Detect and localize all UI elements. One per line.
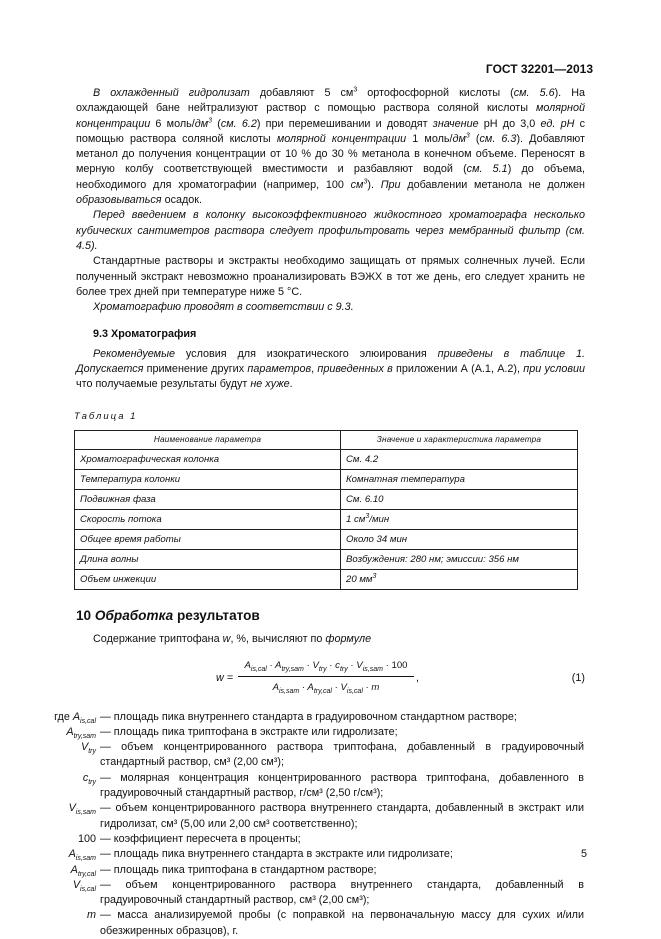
- text-run: образовываться: [76, 194, 162, 207]
- subscript: is,sam: [75, 855, 96, 863]
- text-run: применение других: [143, 363, 248, 376]
- paragraph-chromatography-ref: Хроматографию проводят в соответствии с 9.3.: [93, 301, 354, 314]
- formula-operator: ·: [269, 659, 273, 671]
- definition-symbol: [34, 740, 100, 771]
- text-run: w: [222, 633, 231, 646]
- definition-symbol: [34, 771, 100, 802]
- text-run: осадок.: [161, 194, 203, 207]
- formula-symbol: V: [312, 659, 319, 671]
- formula-subscript: try,sam: [281, 665, 304, 673]
- paragraph-filtration: Перед введением в колонку высокоэффективного жидкостного хроматографа несколько кубических сантиметров раствора следует профильтровать через мембранный фильтр (см. 4.5).: [76, 209, 585, 252]
- text-run: 1 моль/: [406, 132, 453, 145]
- table-cell: Подвижная фаза: [75, 489, 341, 509]
- table-cell: Скорость потока: [75, 509, 341, 529]
- formula-operator: ·: [385, 659, 389, 671]
- formula-subscript: is,cal: [346, 687, 363, 695]
- text-run: условия для изократического элюирования: [175, 347, 438, 360]
- text-run: В охлажденный гидролизат: [93, 87, 250, 99]
- definition-item: [34, 771, 584, 802]
- definition-item: [34, 725, 584, 740]
- text-run: ). Добавляют метанол до получения концентрации от 10 % до 30 % метанола в конечном объеме. Переносят в мерную колбу соответствующей вместимости и разбавляют водой (: [76, 132, 585, 176]
- text-run: 1 см: [346, 513, 366, 525]
- formula-lhs: w =: [216, 671, 234, 684]
- definition-item: [34, 710, 584, 725]
- table-cell: [341, 569, 578, 589]
- table-header-cell: Значение и характеристика параметра: [341, 430, 578, 449]
- text-run: молярной концентрации: [76, 102, 585, 130]
- formula-symbol: c: [335, 659, 340, 671]
- symbol: A: [66, 725, 74, 738]
- symbol: V: [72, 878, 81, 891]
- text-run: см. 5.6: [513, 87, 555, 99]
- text-run: при условии: [523, 363, 585, 376]
- symbol: m: [87, 909, 96, 922]
- subscript: try: [88, 778, 96, 786]
- text-run: не хуже: [250, 378, 290, 391]
- definition-item: [34, 740, 584, 771]
- text-run: ) при перемешивании и доводят: [256, 117, 433, 130]
- section-heading-10: [76, 608, 585, 623]
- formula-subscript: try: [339, 665, 348, 673]
- definition-text: — молярная концентрация концентрированного раствора триптофана, добавленного в градуировочный стандартный раствор, г/см³ (2,50 г/см³);: [100, 771, 584, 800]
- definition-text: — объем концентрированного раствора внутреннего стандарта, добавленный в экстракт или гидролизат, см³ (5,00 или 2,00 см³ соответственно);: [100, 802, 584, 830]
- text-run: параметров: [247, 363, 312, 376]
- text-run: приведены в таблице 1. Допускается: [76, 347, 586, 376]
- formula-subscript: try,cal: [313, 687, 332, 695]
- definition-item: [34, 863, 584, 878]
- text-run: (: [212, 117, 221, 130]
- text-run: Обработка: [94, 607, 174, 623]
- table-row: [75, 529, 578, 549]
- definition-symbol: [34, 863, 100, 878]
- text-run: ).: [367, 178, 381, 191]
- text-run: 6 моль/: [150, 117, 195, 130]
- text-run: что получаемые результаты будут: [76, 378, 251, 391]
- superscript: 3: [363, 178, 368, 186]
- formula-operator: ·: [365, 681, 369, 693]
- subscript: try,cal: [77, 870, 96, 878]
- formula-operator: ·: [334, 681, 338, 693]
- table-row: [75, 449, 578, 469]
- text-run: приведенных в: [317, 363, 393, 376]
- text-run: ). На охлаждающей бане нейтрализуют раствор с помощью раствора соляной кислоты: [76, 87, 585, 115]
- formula-subscript: is,sam: [362, 665, 383, 673]
- section-number: 10: [76, 607, 95, 623]
- subscript: try,sam: [73, 732, 96, 740]
- table-row: [75, 489, 578, 509]
- text-run: результатов: [173, 607, 260, 623]
- text-run: (: [469, 132, 480, 145]
- symbol: V: [68, 802, 76, 815]
- text-run: ед. рН: [540, 117, 575, 130]
- text-run: формуле: [325, 633, 372, 646]
- text-run: При: [380, 178, 401, 191]
- paragraph-conditions: [76, 347, 585, 393]
- text-run: добавляют 5 см: [249, 87, 354, 99]
- formula-subscript: is,sam: [278, 687, 300, 695]
- superscript: 3: [372, 572, 377, 580]
- formula-comma: ,: [416, 671, 419, 684]
- table-cell: Длина волны: [75, 549, 341, 569]
- formula-operator: ·: [301, 681, 306, 693]
- definition-item: [34, 832, 584, 847]
- page-content: [54, 86, 586, 939]
- text-run: рН до 3,0: [478, 117, 541, 130]
- table-header-row: [75, 430, 578, 449]
- text-run: .: [289, 378, 293, 391]
- definition-symbol: [34, 801, 100, 832]
- subscript: is,cal: [80, 717, 96, 725]
- table-cell: Общее время работы: [75, 529, 341, 549]
- definition-item: [34, 801, 584, 832]
- definition-text: — объем концентрированного раствора триптофана, добавленный в градуировочный стандартный раствор, см³ (2,00 см³);: [100, 741, 584, 769]
- text-run: см: [350, 178, 364, 191]
- text-run: , %, вычисляют по: [230, 633, 326, 646]
- definition-text: — объем концентрированного раствора внутреннего стандарта, добавленный в градуировочный стандартный раствор, см³ (2,00 см³);: [100, 878, 584, 907]
- definition-text: — площадь пика триптофана в экстракте или гидролизате;: [100, 725, 398, 738]
- formula-symbol: m: [371, 681, 380, 693]
- formula-1: [76, 658, 585, 702]
- subscript: is,sam: [75, 809, 96, 817]
- document-code: ГОСТ 32201—2013: [485, 62, 593, 76]
- text-run: Содержание триптофана: [93, 633, 223, 646]
- table-cell: См. 6.10: [341, 489, 578, 509]
- formula-symbol: A: [275, 659, 282, 671]
- where-label: где: [54, 710, 70, 723]
- definition-text: — площадь пика триптофана в стандартном растворе;: [100, 863, 377, 876]
- formula-symbol: A: [272, 681, 279, 693]
- text-run: приложении А (А.1, А.2),: [392, 363, 524, 376]
- superscript: 3: [353, 86, 358, 94]
- symbol: V: [81, 741, 89, 754]
- table-cell: Хроматографическая колонка: [75, 449, 341, 469]
- text-run: дм: [452, 132, 466, 145]
- table-caption: Таблица 1: [74, 410, 138, 422]
- definition-text: — масса анализируемой пробы (с поправкой на первоначальную массу для сухих и/или обезжиренных образцов), г.: [100, 909, 584, 937]
- symbol: A: [72, 710, 81, 723]
- definition-symbol: [34, 725, 100, 740]
- formula-operator: ·: [329, 659, 333, 671]
- definition-text: — площадь пика внутреннего стандарта в экстракте или гидролизате;: [100, 848, 453, 861]
- definition-symbol: [34, 878, 100, 909]
- text-run: ортофосфорной кислоты (: [357, 87, 514, 99]
- formula-symbol: V: [340, 681, 347, 693]
- parameters-table: [74, 430, 578, 590]
- definition-item: [34, 878, 584, 909]
- definition-text: — площадь пика внутреннего стандарта в градуировочном стандартном растворе;: [100, 710, 517, 723]
- subscript: is,cal: [80, 885, 96, 893]
- text-run: Рекомендуемые: [93, 347, 176, 360]
- definition-symbol: [34, 908, 100, 939]
- superscript: 3: [365, 512, 370, 520]
- text-run: значение: [432, 117, 479, 130]
- table-header-cell: Наименование параметра: [75, 430, 341, 449]
- text-run: с помощью раствора соляной кислоты: [76, 117, 585, 145]
- text-run: добавлении метанола не должен: [400, 178, 585, 191]
- text-run: дм: [194, 117, 209, 130]
- table-row: [75, 469, 578, 489]
- definition-symbol: [34, 847, 100, 862]
- table-cell: Комнатная температура: [341, 469, 578, 489]
- formula-symbol: V: [356, 659, 363, 671]
- symbol: A: [70, 863, 78, 876]
- symbol: c: [82, 771, 89, 784]
- definition-symbol: [34, 710, 100, 725]
- text-run: ) до объема, необходимого для хроматографии (например, 100: [76, 163, 585, 191]
- formula-subscript: is,cal: [250, 665, 267, 673]
- formula-constant: 100: [391, 659, 408, 671]
- formula-symbol: A: [244, 659, 251, 671]
- paragraph-storage: Стандартные растворы и экстракты необходимо защищать от прямых солнечных лучей. Если полученный экстракт невозможно проанализировать ВЭЖХ в тот же день, его следует хранить не более трех дней при температуре ниже 5 °С.: [76, 255, 585, 298]
- paragraph-formula-intro: [76, 632, 585, 647]
- table-row: [75, 569, 578, 589]
- symbol: A: [68, 848, 76, 861]
- text-run: см. 6.3: [479, 132, 517, 145]
- text-run: см. 6.2: [220, 117, 257, 130]
- page-number: 5: [580, 848, 587, 860]
- table-cell: Объем инжекции: [75, 569, 341, 589]
- formula-number: (1): [571, 671, 585, 684]
- formula-subscript: try: [318, 665, 327, 673]
- definition-item: [34, 908, 584, 939]
- formula-numerator: [238, 658, 414, 677]
- text-run: молярной концентрации: [276, 132, 407, 145]
- table-cell: Температура колонки: [75, 469, 341, 489]
- definitions-list: [34, 710, 584, 939]
- text-run: /мин: [369, 513, 390, 525]
- table-cell: Около 34 мин: [341, 529, 578, 549]
- table-cell: [341, 509, 578, 529]
- formula-operator: ·: [350, 659, 354, 671]
- symbol: 100: [77, 832, 96, 845]
- definition-text: — коэффициент пересчета в проценты;: [100, 832, 301, 845]
- paragraph-hydrolysate: [76, 86, 585, 208]
- table-row: [75, 549, 578, 569]
- text-run: 20 мм: [346, 573, 373, 585]
- superscript: 3: [465, 132, 470, 140]
- subscript: try: [88, 748, 96, 756]
- text-run: см. 5.1: [466, 163, 508, 176]
- formula-fraction: [238, 658, 414, 696]
- table-row: [75, 509, 578, 529]
- table-cell: См. 4.2: [341, 449, 578, 469]
- definition-item: [34, 847, 584, 862]
- formula-denominator: [238, 677, 414, 695]
- definition-symbol: [34, 832, 100, 847]
- formula-operator: ·: [306, 659, 310, 671]
- table-cell: Возбуждения: 280 нм; эмиссии: 356 нм: [341, 549, 578, 569]
- formula-symbol: A: [307, 681, 314, 693]
- section-heading-9-3: 9.3 Хроматография: [93, 328, 197, 341]
- text-run: ,: [311, 363, 318, 376]
- superscript: 3: [208, 117, 213, 124]
